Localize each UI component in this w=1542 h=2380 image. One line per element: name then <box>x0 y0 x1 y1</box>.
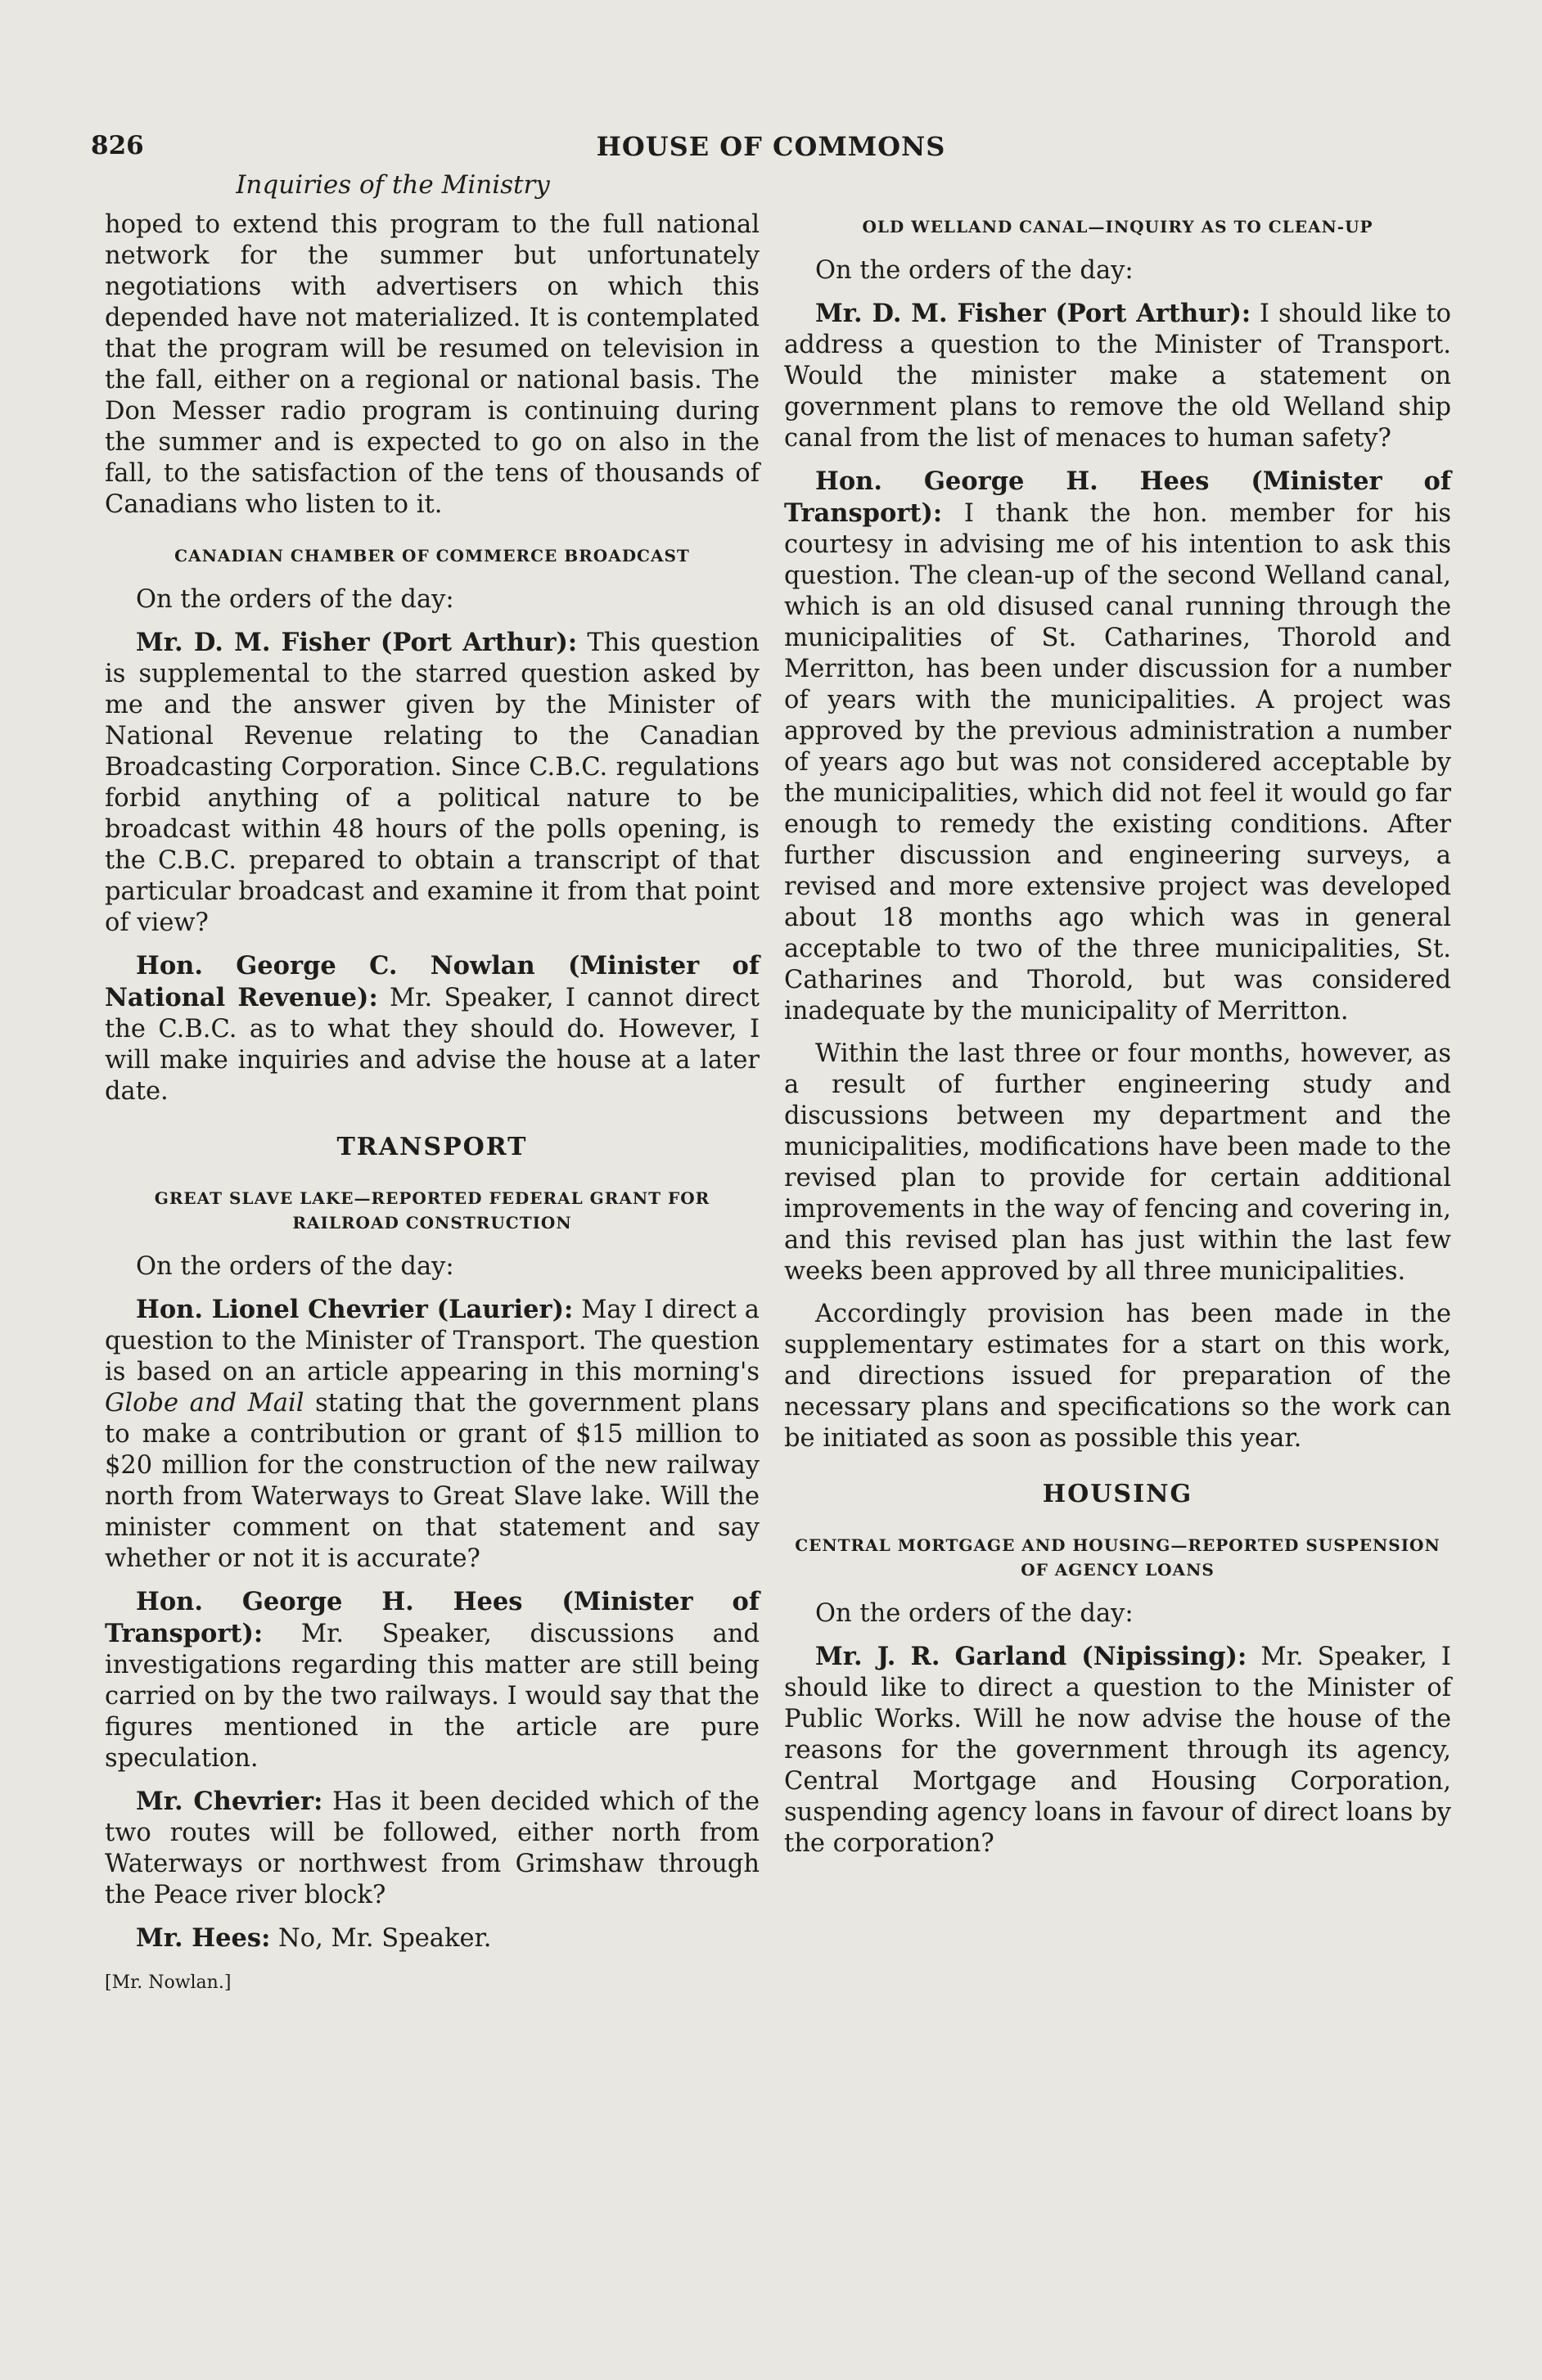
speaker-name: Mr. D. M. Fisher (Port Arthur): <box>815 299 1251 328</box>
caption-heading: GREAT SLAVE LAKE—REPORTED FEDERAL GRANT FOR RAILROAD CONSTRUCTION <box>154 1188 710 1233</box>
caption-heading: OLD WELLAND CANAL—INQUIRY AS TO CLEAN-UP <box>862 217 1373 237</box>
speech <box>105 627 760 939</box>
right-column <box>784 210 1451 1859</box>
speaker-name: Hon. George C. Nowlan (Minister of National Revenue): <box>105 951 760 1012</box>
orders-of-day: On the orders of the day: <box>815 1599 1134 1628</box>
orders-of-day: On the orders of the day: <box>136 1252 454 1281</box>
speaker-name: Mr. Hees: <box>136 1923 271 1953</box>
speech <box>784 1641 1451 1859</box>
speaker-name: Mr. Chevrier: <box>136 1787 323 1816</box>
caption-heading: CANADIAN CHAMBER OF COMMERCE BROADCAST <box>174 546 690 566</box>
caption-heading: CENTRAL MORTGAGE AND HOUSING—REPORTED SUSPENSION OF AGENCY LOANS <box>795 1535 1441 1580</box>
speech-text: I should like to address a question to the Minister of Transport. Would the minister make a statement on government plans to remove the old Welland ship canal from the list of menaces to human safety? <box>784 300 1452 453</box>
speech-text: May I direct a question to the Minister of Transport. The question is based on an article appearing in this morning's <box>105 1296 760 1386</box>
orders-of-day: On the orders of the day: <box>815 256 1134 285</box>
speech <box>105 1294 760 1575</box>
orders-of-day: On the orders of the day: <box>136 585 454 614</box>
speaker-name: Hon. George H. Hees (Minister of Transport): <box>784 467 1451 528</box>
speech <box>105 1922 760 1954</box>
speech-text: Mr. Speaker, discussions and investigations regarding this matter are still being carried on by the two railways. I would say that the figures mentioned in the article are pure speculation. <box>105 1620 760 1773</box>
newspaper-title: Globe and Mail <box>105 1389 304 1418</box>
running-title: HOUSE OF COMMONS <box>596 131 946 162</box>
speaker-name: Mr. D. M. Fisher (Port Arthur): <box>136 628 578 657</box>
speech <box>105 1786 760 1911</box>
speech-text: This question is supplemental to the starred question asked by me and the answer given by the Minister of National Revenue relating to the Canadian Broadcasting Corporation. Since C.B.C. regulations forbid anything of a political nature to be broadcast within 48 hours of the polls opening, is the C.B.C. prepared to obtain a transcript of that particular broadcast and examine it from that point of view? <box>105 629 760 937</box>
section-heading: HOUSING <box>1042 1480 1193 1508</box>
speech-text: Mr. Speaker, I should like to direct a question to the Minister of Public Works. Will he now advise the house of the reasons for the government through its agency, Central Mortgage and Housing Corporation, suspending agency loans in favour of direct loans by the corporation? <box>784 1643 1451 1858</box>
speech-text: I thank the hon. member for his courtesy in advising me of his intention to ask this question. The clean-up of the second Welland canal, which is an old disused canal running through the municipalities of St. Catharines, Thorold and Merritton, has been under discussion for a number of years with the municipalities. A project was approved by the previous administration a number of years ago but was not considered acceptable by the municipalities, which did not feel it would go far enough to remedy the existing conditions. After further discussion and engineering surveys, a revised and more extensive project was developed about 18 months ago which was in general acceptable to two of the three municipalities, St. Catharines and Thorold, but was considered inadequate by the municipality of Merritton. <box>784 499 1451 1025</box>
speaker-name: Hon. Lionel Chevrier (Laurier): <box>136 1295 574 1324</box>
speech <box>105 1586 760 1774</box>
page-number: 826 <box>91 131 144 160</box>
speaker-name: Hon. George H. Hees (Minister of Transport): <box>105 1587 760 1648</box>
speech-text: Mr. Speaker, I cannot direct the C.B.C. as to what they should do. However, I will make inquiries and advise the house at a later date. <box>105 984 760 1106</box>
speech-text: Has it been decided which of the two routes will be followed, either north from Waterways or northwest from Grimshaw through the Peace river block? <box>105 1787 760 1909</box>
speech-text: No, Mr. Speaker. <box>270 1924 492 1953</box>
footer-note: [Mr. Nowlan.] <box>105 1972 232 1993</box>
paragraph: hoped to extend this program to the full national network for the summer but unfortunately negotiations with advertisers on which this depended have not materialized. It is contemplated that the program will be resumed on television in the fall, either on a regional or national basis. The Don Messer radio program is continuing during the summer and is expected to go on also in the fall, to the satisfaction of the tens of thousands of Canadians who listen to it. <box>105 210 760 519</box>
speech-text: stating that the government plans to make a contribution or grant of $15 million to $20 million for the construction of the new railway north from Waterways to Great Slave lake. Will the minister comment on that statement and say whether or not it is accurate? <box>105 1389 760 1573</box>
left-column <box>105 210 760 1999</box>
speech <box>784 298 1451 454</box>
speaker-name: Mr. J. R. Garland (Nipissing): <box>815 1642 1247 1671</box>
speech <box>105 950 760 1107</box>
speech <box>784 466 1451 1027</box>
section-subtitle: Inquiries of the Ministry <box>236 170 550 200</box>
section-heading: TRANSPORT <box>336 1133 528 1161</box>
paragraph: Accordingly provision has been made in the supplementary estimates for a start on this work, and directions issued for preparation of the necessary plans and specifications so the work can be initiated as soon as possible this year. <box>784 1300 1451 1453</box>
paragraph: Within the last three or four months, however, as a result of further engineering study and discussions between my department and the municipalities, modifications have been made to the revised plan to provide for certain additional improvements in the way of fencing and covering in, and this revised plan has just within the last few weeks been approved by all three municipalities. <box>784 1039 1451 1286</box>
